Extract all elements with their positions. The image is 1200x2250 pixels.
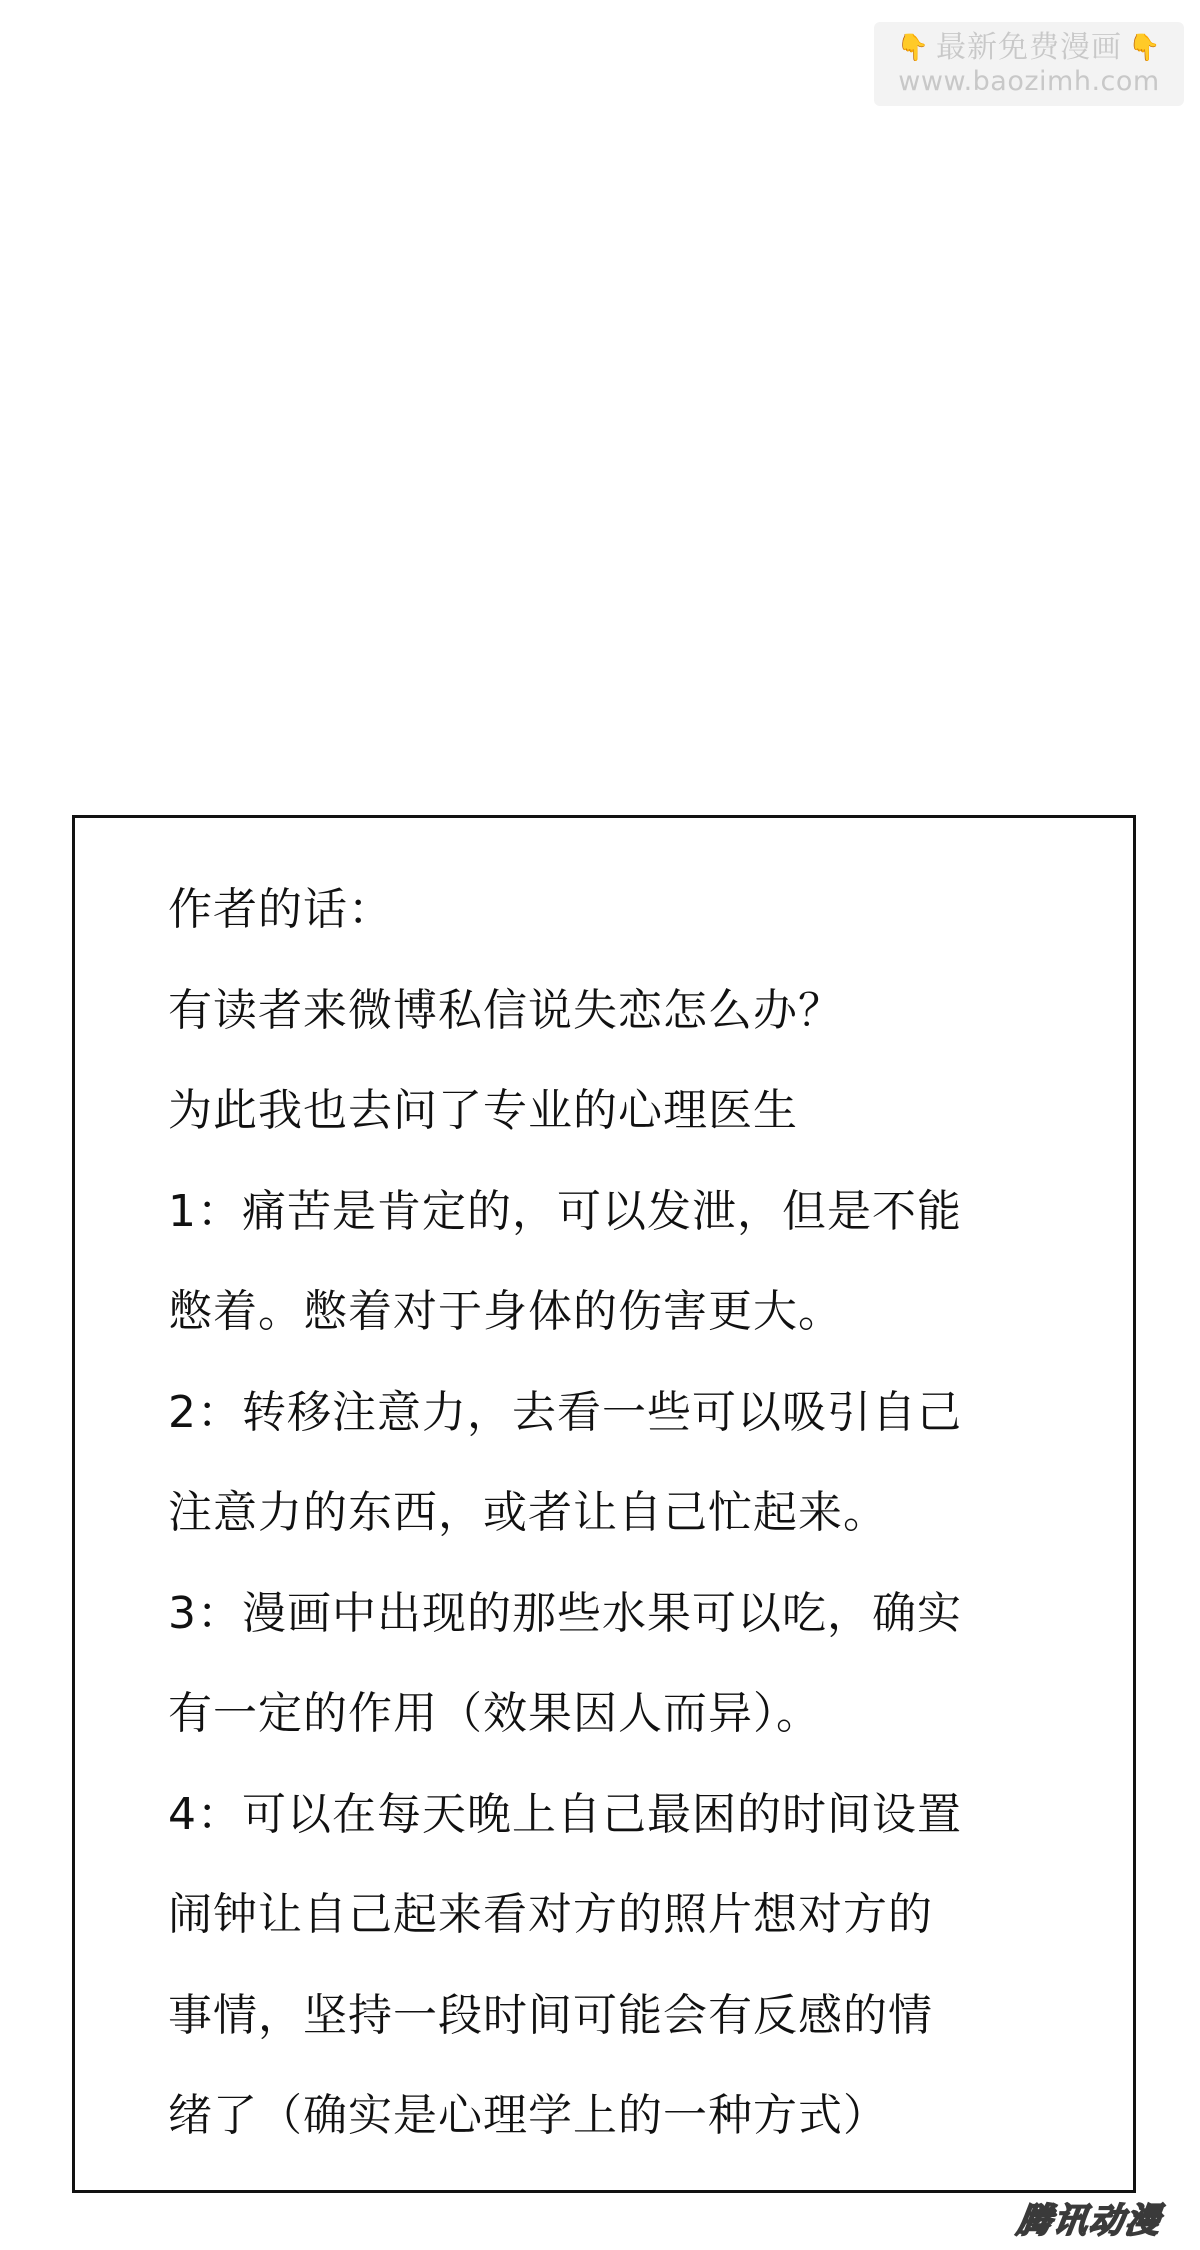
pointing-down-hand-icon: 👇 <box>896 33 930 63</box>
author-note-line: 憋着。憋着对于身体的伤害更大。 <box>168 1286 843 1337</box>
author-note-line: 事情，坚持一段时间可能会有反感的情 <box>168 1989 933 2041</box>
author-note-line: 闹钟让自己起来看对方的照片想对方的 <box>168 1889 933 1940</box>
author-note-box <box>72 815 1136 2193</box>
watermark-title: 最新免费漫画 <box>936 30 1122 65</box>
author-note-line: 注意力的东西，或者让自己忙起来。 <box>168 1487 888 1538</box>
publisher-logo: 腾讯动漫 <box>1014 2200 1165 2241</box>
author-note-line: 作者的话： <box>168 884 393 935</box>
author-note-line: 4：可以在每天晚上自己最困的时间设置 <box>168 1788 962 1840</box>
site-watermark <box>874 22 1184 106</box>
author-note-line: 绪了（确实是心理学上的一种方式） <box>168 2090 888 2141</box>
author-note-line: 1：痛苦是肯定的，可以发泄，但是不能 <box>168 1185 962 1237</box>
author-note-text <box>168 860 1103 2167</box>
author-note-line: 3：漫画中出现的那些水果可以吃，确实 <box>168 1587 962 1639</box>
watermark-url: www.baozimh.com <box>898 66 1160 97</box>
author-note-line: 2：转移注意力，去看一些可以吸引自己 <box>168 1386 962 1438</box>
author-note-line: 有读者来微博私信说失恋怎么办？ <box>168 984 843 1036</box>
watermark-title-row <box>897 30 1162 66</box>
pointing-down-hand-icon: 👇 <box>1128 33 1162 63</box>
author-note-line: 有一定的作用（效果因人而异）。 <box>168 1688 821 1739</box>
author-note-line: 为此我也去问了专业的心理医生 <box>168 1085 798 1136</box>
